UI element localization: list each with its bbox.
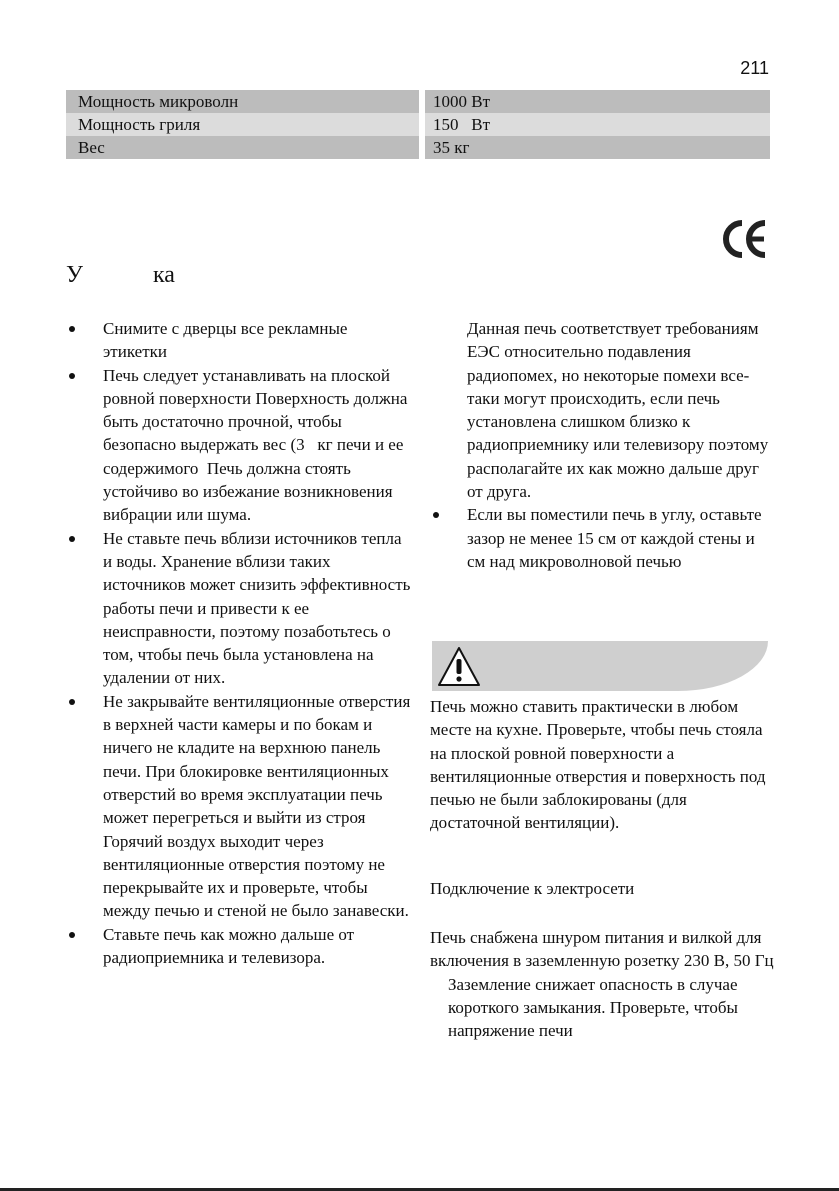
left-column: [66, 317, 411, 969]
ce-mark-icon: [722, 217, 768, 261]
spec-value: 150 Вт: [425, 113, 770, 136]
power-heading: Подключение к электросети: [430, 879, 635, 898]
spec-row-microwave-power: [66, 90, 770, 113]
warning-text: Печь можно ставить практически в любом месте на кухне. Проверьте, чтобы печь стояла на плоской ровной поверхности а вентиляционные отверстия и поверхность под печью не были заблокированы (для достаточной вентиляции).: [430, 697, 766, 833]
power-paragraph-2: Заземление снижает опасность в случае короткого замыкания. Проверьте, чтобы напряжение печи: [448, 974, 738, 1041]
spec-label: Вес: [66, 136, 419, 159]
section-heading-part1: У: [66, 262, 83, 288]
power-paragraph-1: Печь снабжена шнуром питания и вилкой для включения в заземленную розетку 230 В, 50 Гц: [430, 928, 774, 971]
list-item: Не закрывайте вентиляционные отверстия в верхней части камеры и по бокам и ничего не кладите на верхнюю панель печи. При блокировке вентиляционных отверстий во время эксплуатации печь может перегреться и выйти из строя Горячий воздух выходит через вентиляционные отверстия поэтому не перекрывайте их и проверьте, чтобы между печью и стеной не было занавески.: [66, 690, 411, 923]
section-heading: [66, 262, 175, 289]
right-column: [430, 317, 781, 573]
list-item: Снимите с дверцы все рекламные этикетки: [66, 317, 411, 364]
spec-value: 35 кг: [425, 136, 770, 159]
spec-row-weight: [66, 136, 770, 159]
page-number: 211: [740, 58, 769, 78]
list-item: Печь следует устанавливать на плоской ровной поверхности Поверхность должна быть достаточно прочной, чтобы безопасно выдержать вес (3 кг печи и ее содержимого Печь должна стоять устойчиво во избежание возникновения вибрации или шума.: [66, 364, 411, 527]
warning-triangle-icon: [436, 645, 482, 689]
spec-label: Мощность микроволн: [66, 90, 419, 113]
warning-banner: [432, 641, 768, 691]
spec-row-grill-power: [66, 113, 770, 136]
list-item: Не ставьте печь вблизи источников тепла и воды. Хранение вблизи таких источников может снизить эффективность работы печи и привести к ее неисправности, поэтому позаботьтесь о том, чтобы печь была установлена на удалении от них.: [66, 527, 411, 690]
spec-table: [66, 90, 770, 159]
power-text: [430, 926, 775, 1042]
list-item: Если вы поместили печь в углу, оставьте зазор не менее 15 см от каждой стены и см над микроволновой печью: [430, 503, 775, 573]
list-item-continuation: Данная печь соответствует требованиям ЕЭС относительно подавления радиопомех, но некоторые помехи все-таки могут происходить, если печь установлена слишком близко к радиоприемнику или телевизору поэтому располагайте их как можно дальше друг от друга.: [467, 319, 769, 502]
list-item: Ставьте печь как можно дальше от радиоприемника и телевизора.: [66, 923, 411, 970]
spec-label: Мощность гриля: [66, 113, 419, 136]
spec-value: 1000 Вт: [425, 90, 770, 113]
section-heading-part2: ка: [153, 262, 175, 288]
